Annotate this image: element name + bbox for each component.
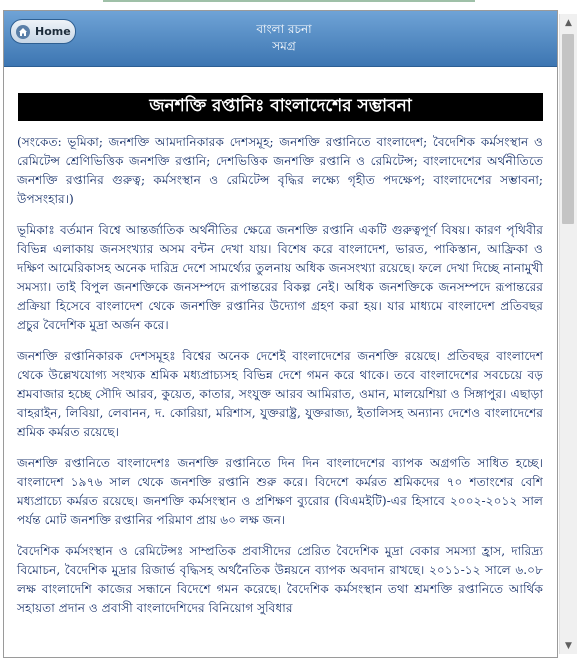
home-button[interactable] [10,19,76,44]
header-title-line2: সমগ্র [272,39,296,53]
vertical-scrollbar[interactable] [559,14,577,654]
scroll-down-arrow-icon[interactable]: ▼ [565,640,572,651]
header-title [184,21,384,55]
header-bar [4,11,557,67]
home-button-label: Home [35,25,71,38]
top-divider [103,0,475,2]
article-paragraph: জনশক্তি রপ্তানিকারক দেশসমূহঃ বিশ্বের অনেক দেশেই বাংলাদেশের জনশক্তি রয়েছে। প্রতিবছর বাংলাদেশ থেকে উল্লেখযোগ্য সংখ্যক শ্রমিক মধ্যপ্রাচ্যসহ বিভিন্ন দেশে গমন করে থাকে। তবে বাংলাদেশের সবচেয়ে বড় শ্রমবাজার হচ্ছে সৌদি আরব, কুয়েত, কাতার, সংযুক্ত আরব আমিরাত, ওমান, মালয়েশিয়া ও সিঙ্গাপুর। এছাড়া বাহরাইন, লিবিয়া, লেবানন, দ. কোরিয়া, মরিশাস, যুক্তরাষ্ট্র, যুক্তরাজ্য, ইতালিসহ অন্যান্য দেশেও বাংলাদেশের শ্রমিক কর্মরত রয়েছে। [17,349,543,439]
home-icon [16,25,30,39]
article-paragraph: (সংকেত: ভূমিকা; জনশক্তি আমদানিকারক দেশসমূহ; জনশক্তি রপ্তানিতে বাংলাদেশ; বৈদেশিক কর্মসংস্থান ও রেমিটেন্স শ্রেণিভিত্তিক জনশক্তি রপ্তানি; দেশভিত্তিক জনশক্তি রপ্তানি ও রেমিটেন্স; বাংলাদেশের অর্থনীতিতে জনশক্তি রপ্তানির গুরুত্ব; কর্মসংস্থান ও রেমিটেন্স বৃদ্ধির লক্ষ্যে গৃহীত পদক্ষেপ; বাংলাদেশের সম্ভাবনা; উপসংহার।) [17,135,543,206]
article-title: জনশক্তি রপ্তানিঃ বাংলাদেশের সম্ভাবনা [18,93,543,121]
article-paragraph: জনশক্তি রপ্তানিতে বাংলাদেশঃ জনশক্তি রপ্তানিতে দিন দিন বাংলাদেশের ব্যাপক অগ্রগতি সাধিত হচ্ছে। বাংলাদেশ ১৯৭৬ সাল থেকে জনশক্তি রপ্তানি শুরু করে। বিদেশে কর্মরত শ্রমিকদের ৭০ শতাংশের বেশি মধ্যপ্রাচ্যে কর্মরত রয়েছে। জনশক্তি কর্মসংস্থান ও প্রশিক্ষণ ব্যুরোর (বিএমইটি)-এর হিসাবে ২০০২-২০১২ সাল পর্যন্ত মোট জনশক্তি রপ্তানির পরিমাণ প্রায় ৬০ লক্ষ জন। [17,456,543,527]
article-paragraph: বৈদেশিক কর্মসংস্থান ও রেমিটেন্সঃ সাম্প্রতিক প্রবাসীদের প্রেরিত বৈদেশিক মুদ্রা বেকার সমস্যা হ্রাস, দারিদ্র্য বিমোচন, বৈদেশিক মুদ্রার রিজার্ভ বৃদ্ধিসহ অর্থনৈতিক উন্নয়নে ব্যাপক অবদান রাখছে। ২০১১-১২ সালে ৬.০৮ লক্ষ বাংলাদেশি কাজের সন্ধানে বিদেশে গমন করেছে। বৈদেশিক কর্মসংস্থান তথা শ্রমশক্তি রপ্তানিতে আর্থিক সহায়তা প্রদান ও প্রবাসী বাংলাদেশিদের বিনিয়োগ সুবিধার [17,544,543,615]
scroll-up-arrow-icon[interactable]: ▲ [565,17,572,28]
header-title-line1: বাংলা রচনা [256,22,312,36]
scrollbar-thumb[interactable] [562,34,574,224]
page-frame [3,10,558,658]
article-content [17,93,543,618]
article-paragraph: ভূমিকাঃ বর্তমান বিশ্বে আন্তর্জাতিক অর্থনীতির ক্ষেত্রে জনশক্তি রপ্তানি একটি গুরুত্বপূর্ণ বিষয়। কারণ পৃথিবীর বিভিন্ন এলাকায় জনসংখ্যার অসম বন্টন দেখা যায়। বিশেষ করে বাংলাদেশ, ভারত, পাকিস্তান, আফ্রিকা ও দক্ষিণ আমেরিকাসহ অনেক দারিদ্র দেশে সামর্থ্যের তুলনায় অধিক জনসংখ্যা রয়েছে। ফলে দেখা দিচ্ছে নানামুখী সমস্যা। তাই বিপুল জনশক্তিকে জনসম্পদে রূপান্তরের বিকল্প নেই। অধিক জনশক্তিকে জনসম্পদে রূপান্তরের প্রক্রিয়া হিসেবে বাংলাদেশ থেকে জনশক্তি রপ্তানির উদ্যোগ গ্রহণ করা হয়। যার মাধ্যমে বাংলাদেশ প্রতিবছর প্রচুর বৈদেশিক মুদ্রা অর্জন করে। [17,223,543,332]
